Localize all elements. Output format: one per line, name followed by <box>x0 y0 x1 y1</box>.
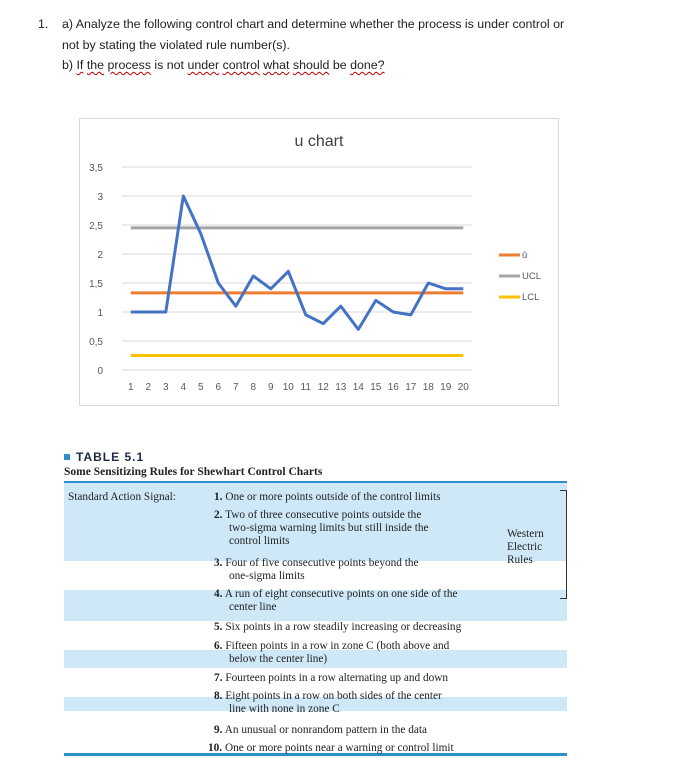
x-tick-label: 13 <box>335 382 347 393</box>
western-electric-bracket <box>560 490 567 599</box>
x-tick-label: 14 <box>352 382 364 393</box>
part-b-word: what <box>263 58 290 72</box>
question-part-b <box>62 57 385 74</box>
x-tick-label: 4 <box>180 382 187 393</box>
rule-row-cont: line with none in zone C <box>229 703 340 715</box>
part-b-word: done? <box>350 58 385 72</box>
y-tick-label: 1,5 <box>89 279 103 290</box>
x-tick-label: 3 <box>162 382 169 393</box>
legend-label: UCL <box>522 271 542 282</box>
rule-row-cont: center line <box>229 601 277 613</box>
x-tick-label: 20 <box>457 382 469 393</box>
table-label <box>64 450 144 464</box>
u-chart-svg <box>80 119 558 405</box>
part-b-word: is <box>154 58 164 72</box>
y-tick-label: 0,5 <box>89 337 103 348</box>
part-b-word: control <box>222 58 260 72</box>
x-tick-label: 12 <box>317 382 329 393</box>
part-b-word: If <box>76 58 84 72</box>
part-b-word: under <box>187 58 220 72</box>
rule-row: 2. Two of three consecutive points outside the <box>214 509 422 521</box>
question-part-a-line1: a) Analyze the following control chart and determine whether the process is under control or <box>62 17 565 31</box>
x-tick-label: 6 <box>215 382 222 393</box>
series-line-u <box>131 196 464 329</box>
part-b-word: the <box>86 58 105 72</box>
x-tick-label: 5 <box>197 382 204 393</box>
table-label-text: TABLE 5.1 <box>76 450 145 464</box>
rule-row: 1. One or more points outside of the control limits <box>214 491 441 503</box>
rule-row: 10. One or more points near a warning or control limit <box>208 742 454 754</box>
rule-row: 5. Six points in a row steadily increasing or decreasing <box>214 621 462 633</box>
question-part-a-line2: not by stating the violated rule number(s). <box>62 38 290 52</box>
rule-row: 7. Fourteen points in a row alternating up and down <box>214 672 449 684</box>
x-tick-label: 8 <box>250 382 257 393</box>
x-tick-label: 9 <box>267 382 274 393</box>
rule-row: 4. A run of eight consecutive points on one side of the <box>214 588 458 600</box>
y-tick-label: 2,5 <box>89 221 103 232</box>
x-tick-label: 19 <box>440 382 452 393</box>
part-b-word: be <box>332 58 347 72</box>
y-tick-label: 3 <box>97 192 103 203</box>
rule-row: 6. Fifteen points in a row in zone C (both above and <box>214 640 450 652</box>
y-tick-label: 1 <box>97 308 103 319</box>
legend-label: û <box>522 250 528 261</box>
y-tick-label: 2 <box>97 250 103 261</box>
x-tick-label: 18 <box>422 382 434 393</box>
y-tick-label: 3,5 <box>89 163 103 174</box>
x-tick-label: 11 <box>300 382 311 393</box>
part-b-word: should <box>292 58 330 72</box>
rule-row: 3. Four of five consecutive points beyond the <box>214 557 419 569</box>
x-tick-label: 7 <box>232 382 239 393</box>
question-number: 1. <box>38 17 49 31</box>
u-chart <box>79 118 559 406</box>
y-tick-label: 0 <box>97 366 103 377</box>
rule-row: 8. Eight points in a row on both sides of the center <box>214 690 442 702</box>
part-b-word: not <box>166 58 184 72</box>
x-tick-label: 16 <box>387 382 399 393</box>
table-title: Some Sensitizing Rules for Shewhart Control Charts <box>64 466 323 478</box>
x-tick-label: 10 <box>282 382 294 393</box>
chart-title: u chart <box>294 133 344 150</box>
rule-row: 9. An unusual or nonrandom pattern in the data <box>214 724 428 736</box>
rule-row-cont: two-sigma warning limits but still inside the <box>229 522 429 534</box>
part-b-word: process <box>107 58 151 72</box>
part-b-prefix: b) <box>62 58 77 72</box>
x-tick-label: 1 <box>127 382 134 393</box>
x-tick-label: 15 <box>370 382 382 393</box>
x-tick-label: 2 <box>145 382 152 393</box>
rule-row-cont: one-sigma limits <box>229 570 305 582</box>
rule-row-cont: control limits <box>229 535 290 547</box>
standard-action-label: Standard Action Signal: <box>68 491 176 503</box>
western-electric-label: Western Electric Rules <box>507 528 544 566</box>
square-bullet-icon <box>64 454 70 460</box>
x-tick-label: 17 <box>405 382 417 393</box>
legend-label: LCL <box>522 292 540 303</box>
rule-row-cont: below the center line) <box>229 653 328 665</box>
